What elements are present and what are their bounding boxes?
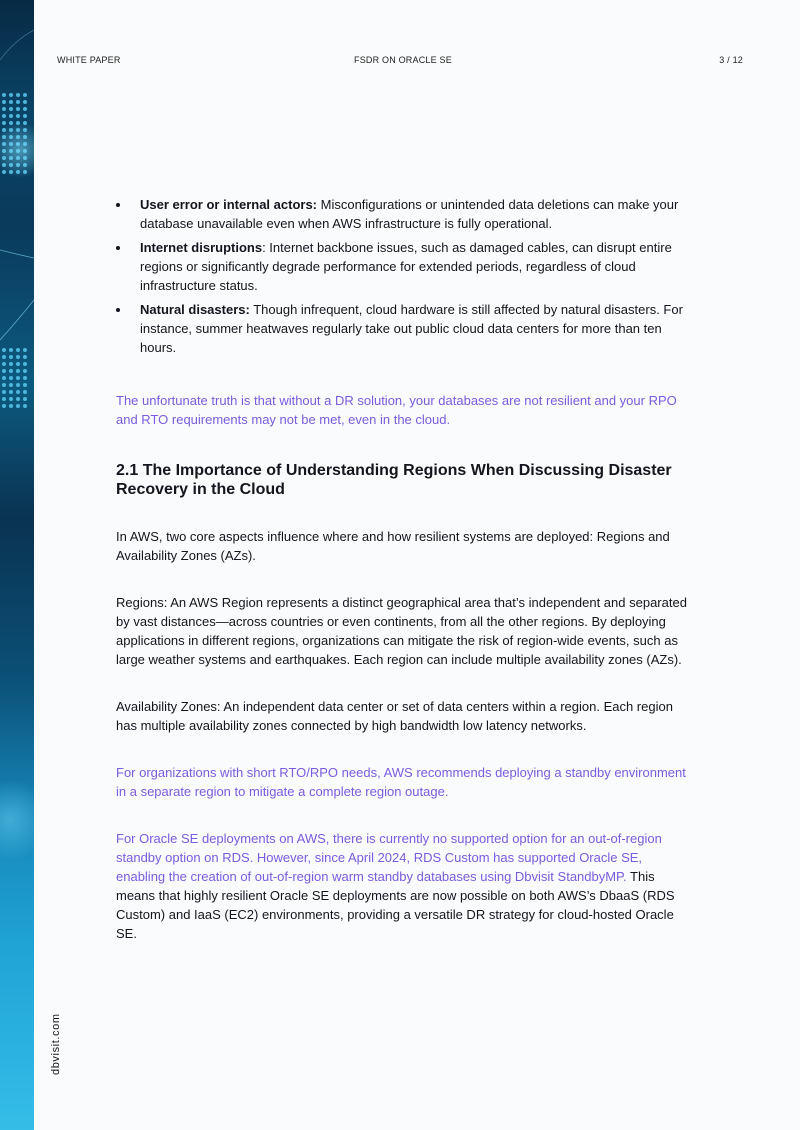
bullet-term: Natural disasters: — [140, 302, 250, 317]
decor-dot — [2, 404, 6, 408]
decor-dot — [2, 390, 6, 394]
decor-dot — [23, 369, 27, 373]
decor-dot — [2, 100, 6, 104]
bullet-term: Internet disruptions — [140, 240, 263, 255]
bullet-icon — [116, 308, 120, 312]
decor-dot — [2, 93, 6, 97]
decor-dot — [16, 107, 20, 111]
dot-pattern-graphic — [0, 0, 34, 1130]
decor-dot — [2, 348, 6, 352]
intro-paragraph: In AWS, two core aspects influence where and how resilient systems are deployed: Regions and Availability Zones (AZs). — [116, 529, 670, 563]
decor-dot — [16, 390, 20, 394]
list-item — [116, 238, 691, 295]
decor-dot — [23, 383, 27, 387]
decor-dot — [9, 390, 13, 394]
decor-dot — [16, 93, 20, 97]
decor-dot — [2, 114, 6, 118]
decor-dot — [2, 397, 6, 401]
decor-dot — [16, 376, 20, 380]
decor-dot — [9, 100, 13, 104]
oracle-se-highlight: For Oracle SE deployments on AWS, there is currently no supported option for an out-of-region standby option on RDS. However, since April 2024, RDS Custom has supported Oracle SE, enabling the creation of out-of-region warm standby databases using Dbvisit StandbyMP. — [116, 831, 662, 884]
bullet-text: Misconfigurations or unintended data deletions can make your database unavailable even when AWS infrastructure is fully operational. — [140, 197, 679, 231]
decor-dot — [9, 369, 13, 373]
decor-dot — [16, 362, 20, 366]
list-item — [116, 300, 691, 357]
decor-dot — [2, 107, 6, 111]
bullet-text: Though infrequent, cloud hardware is still affected by natural disasters. For instance, summer heatwaves regularly take out public cloud data centers for more than ten hours. — [140, 302, 683, 355]
oracle-se-paragraph — [116, 829, 691, 943]
decor-dot — [9, 383, 13, 387]
page-number: 3 / 12 — [719, 55, 743, 65]
decor-dot — [23, 390, 27, 394]
regions-paragraph: Regions: An AWS Region represents a distinct geographical area that’s independent and separated by vast distances—across countries or even continents, from all the other regions. By deploying applications in different regions, organizations can mitigate the risk of region-wide events, such as large weather systems and earthquakes. Each region can include multiple availability zones (AZs). — [116, 595, 687, 667]
decor-dot — [2, 121, 6, 125]
decor-dot — [2, 362, 6, 366]
decor-dot — [9, 404, 13, 408]
decor-dot — [9, 114, 13, 118]
bullet-icon — [116, 203, 120, 207]
decor-dot — [16, 355, 20, 359]
decor-dot — [9, 397, 13, 401]
page-header — [57, 55, 743, 69]
decor-dot — [23, 404, 27, 408]
decor-dot — [23, 100, 27, 104]
decor-dot — [16, 348, 20, 352]
risk-bullet-list — [116, 195, 691, 357]
brand-website: dbvisit.com — [50, 1013, 62, 1075]
oracle-se-text: This means that highly resilient Oracle SE deployments are now possible on both AWS’s DbaaS (RDS Custom) and IaaS (EC2) environments, providing a versatile DR strategy for cloud-hosted Oracle SE. — [116, 869, 675, 941]
decor-dot — [16, 369, 20, 373]
decor-dot — [23, 376, 27, 380]
document-body — [116, 195, 691, 943]
decor-dot — [16, 404, 20, 408]
decor-dot — [2, 355, 6, 359]
decor-dot — [23, 348, 27, 352]
decor-dot — [16, 397, 20, 401]
decor-dot — [16, 114, 20, 118]
callout-paragraph: For organizations with short RTO/RPO needs, AWS recommends deploying a standby environment in a separate region to mitigate a complete region outage. — [116, 765, 686, 799]
decor-dot — [9, 107, 13, 111]
decor-dot — [2, 376, 6, 380]
decor-dot — [23, 397, 27, 401]
decor-dot — [23, 107, 27, 111]
decor-dot — [9, 93, 13, 97]
availability-zones-paragraph: Availability Zones: An independent data center or set of data centers within a region. Each region has multiple availability zones connected by high bandwidth low latency networks. — [116, 699, 673, 733]
decor-dot — [23, 362, 27, 366]
list-item — [116, 195, 691, 233]
decor-dot — [9, 376, 13, 380]
decor-dot — [2, 383, 6, 387]
bullet-text: : Internet backbone issues, such as damaged cables, can disrupt entire regions or significantly degrade performance for extended periods, regardless of cloud infrastructure status. — [140, 240, 672, 293]
decor-dot — [23, 114, 27, 118]
decor-dot — [23, 355, 27, 359]
decor-dot — [16, 383, 20, 387]
decor-dot — [2, 369, 6, 373]
header-doc-type: WHITE PAPER — [57, 55, 121, 65]
decor-dot — [9, 355, 13, 359]
bullet-term: User error or internal actors: — [140, 197, 318, 212]
decor-dot — [9, 348, 13, 352]
section-heading: 2.1 The Importance of Understanding Regions When Discussing Disaster Recovery in the Cloud — [116, 462, 672, 498]
callout-paragraph: The unfortunate truth is that without a DR solution, your databases are not resilient and your RPO and RTO requirements may not be met, even in the cloud. — [116, 393, 677, 427]
decorative-side-strip — [0, 0, 34, 1130]
decor-dot — [9, 362, 13, 366]
decor-dot — [23, 93, 27, 97]
decor-dot — [16, 100, 20, 104]
bullet-icon — [116, 246, 120, 250]
header-doc-title: FSDR ON ORACLE SE — [354, 55, 452, 65]
